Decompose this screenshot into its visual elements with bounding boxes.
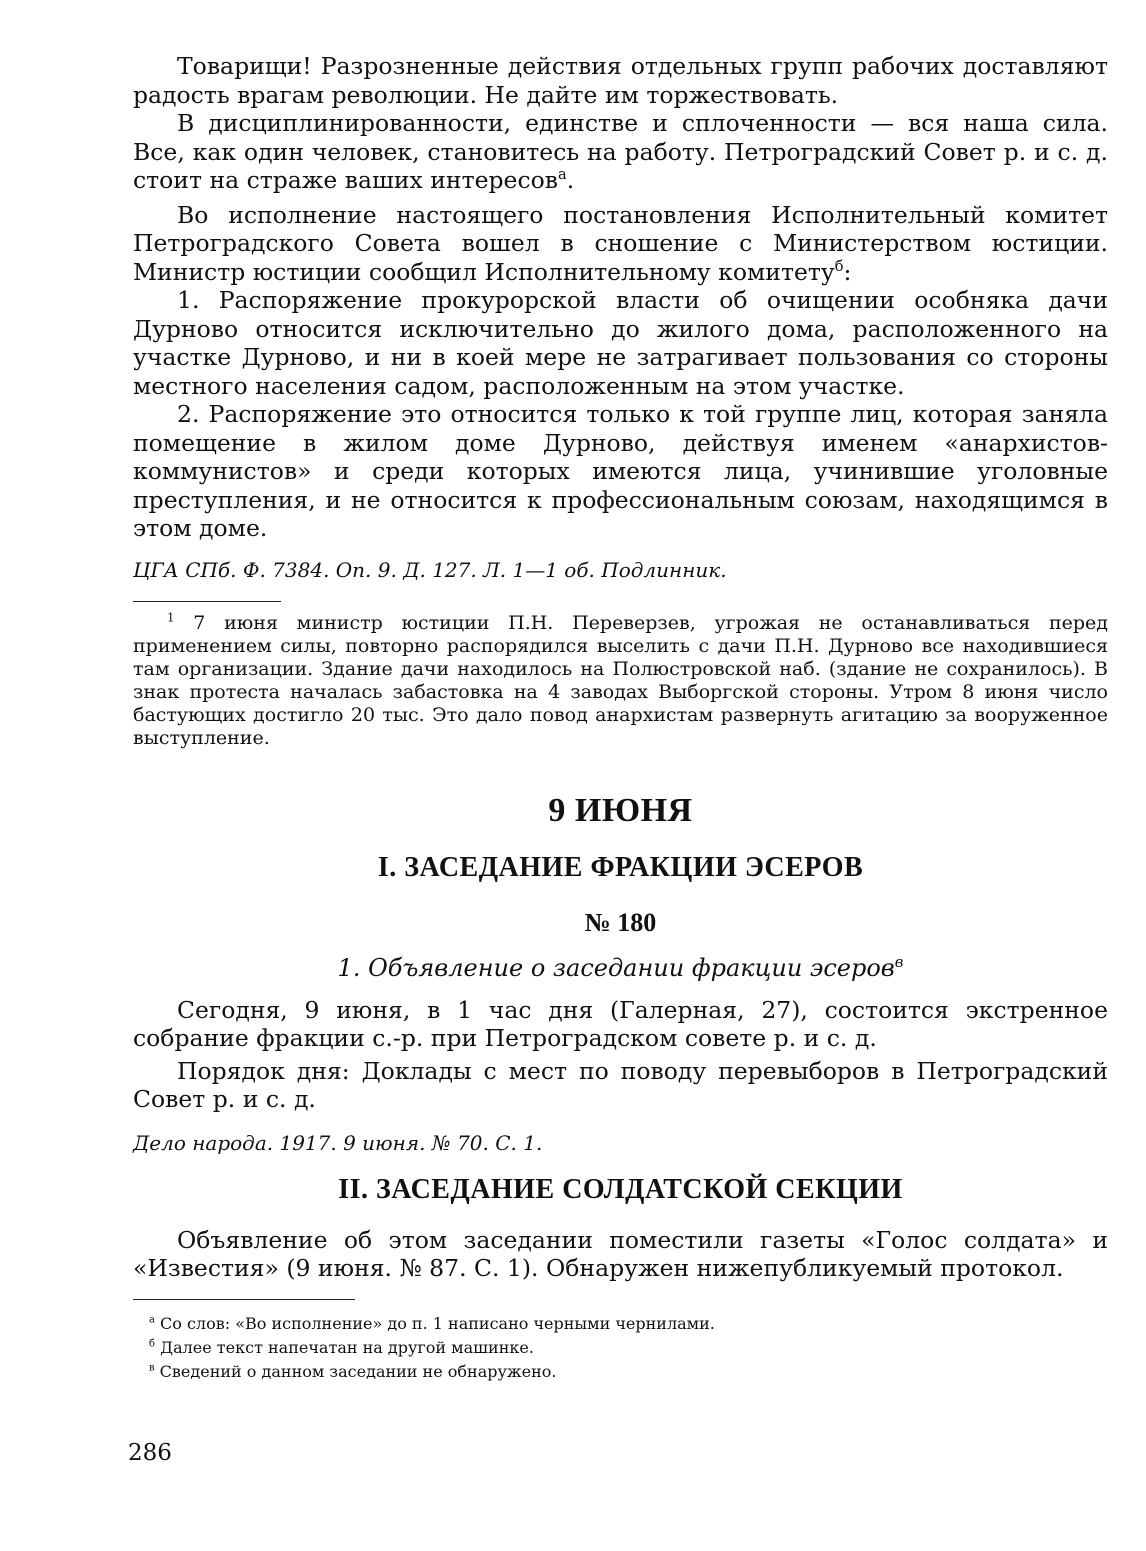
note-b: $^б$ Далее текст напечатан на другой машинке. xyxy=(149,1337,534,1357)
document-title: 1. Объявление о заседании фракции эсеров$^в$ xyxy=(337,952,904,982)
footnote-mark-v: в xyxy=(894,952,904,971)
section-heading-2: II. ЗАСЕДАНИЕ СОЛДАТСКОЙ СЕКЦИИ xyxy=(338,1173,903,1205)
source-citation: ЦГА СПб. Ф. 7384. Оп. 9. Д. 127. Л. 1—1 об. Подлинник. xyxy=(133,557,727,582)
source-citation-2: Дело народа. 1917. 9 июня. № 70. С. 1. xyxy=(133,1130,543,1155)
paragraph-point-1: 1. Распоряжение прокурорской власти об очищении особняка дачи Дурново относится исключительно до жилого дома, расположенного на участке Дурново, и ни в коей мере не затрагивает пользования со стороны местного населения садом, расположенным на этом участке. xyxy=(133,286,1108,400)
paragraph-execution: Во исполнение настоящего постановления Исполнительный комитет Петроградского Совета вошел в сношение с Министерством юстиции. Министр юстиции сообщил Исполнительному комитету$^б$: xyxy=(133,200,1108,286)
paragraph-agenda: Порядок дня: Доклады с мест по поводу перевыборов в Петроградский Совет р. и с. д. xyxy=(133,1056,1108,1113)
footnote-divider xyxy=(133,601,281,602)
footnote-1: $^1$ 7 июня министр юстиции П.Н. Переверзев, угрожая не останавливаться перед применением силы, повторно распорядился выселить с дачи П.Н. Дурново все находившиеся там организации. Здание дачи находилось на Полюстровской наб. (здание не сохранилось). В знак протеста началась забастовка на 4 заводах Выборгской стороны. Утром 8 июня число бастующих достигло 20 тыс. Это дало повод анархистам развернуть агитацию за вооруженное выступление. xyxy=(133,610,1109,749)
paragraph-announcement: Сегодня, 9 июня, в 1 час дня (Галерная, 27), состоится экстренное собрание фракции с.-р. при Петроградском совете р. и с. д. xyxy=(133,995,1108,1052)
note-v: $^в$ Сведений о данном заседании не обнаружено. xyxy=(149,1361,557,1381)
date-heading: 9 ИЮНЯ xyxy=(548,791,693,829)
paragraph-comrades: Товарищи! Разрозненные действия отдельных групп рабочих доставляют радость врагам революции. Не дайте им торжествовать. xyxy=(133,52,1108,109)
paragraph-discipline: В дисциплинированности, единстве и сплоченности — вся наша сила. Все, как один человек, становитесь на работу. Петроградский Совет р. и с. д. стоит на страже ваших интересов$^а$. xyxy=(133,109,1108,194)
note-a: $^а$ Со слов: «Во исполнение» до п. 1 написано черными чернилами. xyxy=(149,1313,715,1333)
footnote-mark-a: а xyxy=(558,166,567,184)
page-number: 286 xyxy=(128,1440,172,1466)
notes-divider xyxy=(133,1299,355,1300)
page-content xyxy=(133,52,1108,1384)
footnote-mark-b: б xyxy=(834,257,844,275)
paragraph-point-2: 2. Распоряжение это относится только к той группе лиц, которая заняла помещение в жилом доме Дурново, действуя именем «анархистов-коммунистов» и среди которых имеются лица, учинившие уголовные преступления, и не относится к профессиональным союзам, находящимся в этом доме. xyxy=(133,400,1108,542)
document-number: № 180 xyxy=(584,907,657,937)
section-heading-1: I. ЗАСЕДАНИЕ ФРАКЦИИ ЭСЕРОВ xyxy=(377,851,864,883)
paragraph-notice: Объявление об этом заседании поместили газеты «Голос солдата» и «Известия» (9 июня. № 87. С. 1). Обнаружен нижепубликуемый протокол. xyxy=(133,1225,1108,1282)
footnote-number: 1 xyxy=(167,610,175,625)
